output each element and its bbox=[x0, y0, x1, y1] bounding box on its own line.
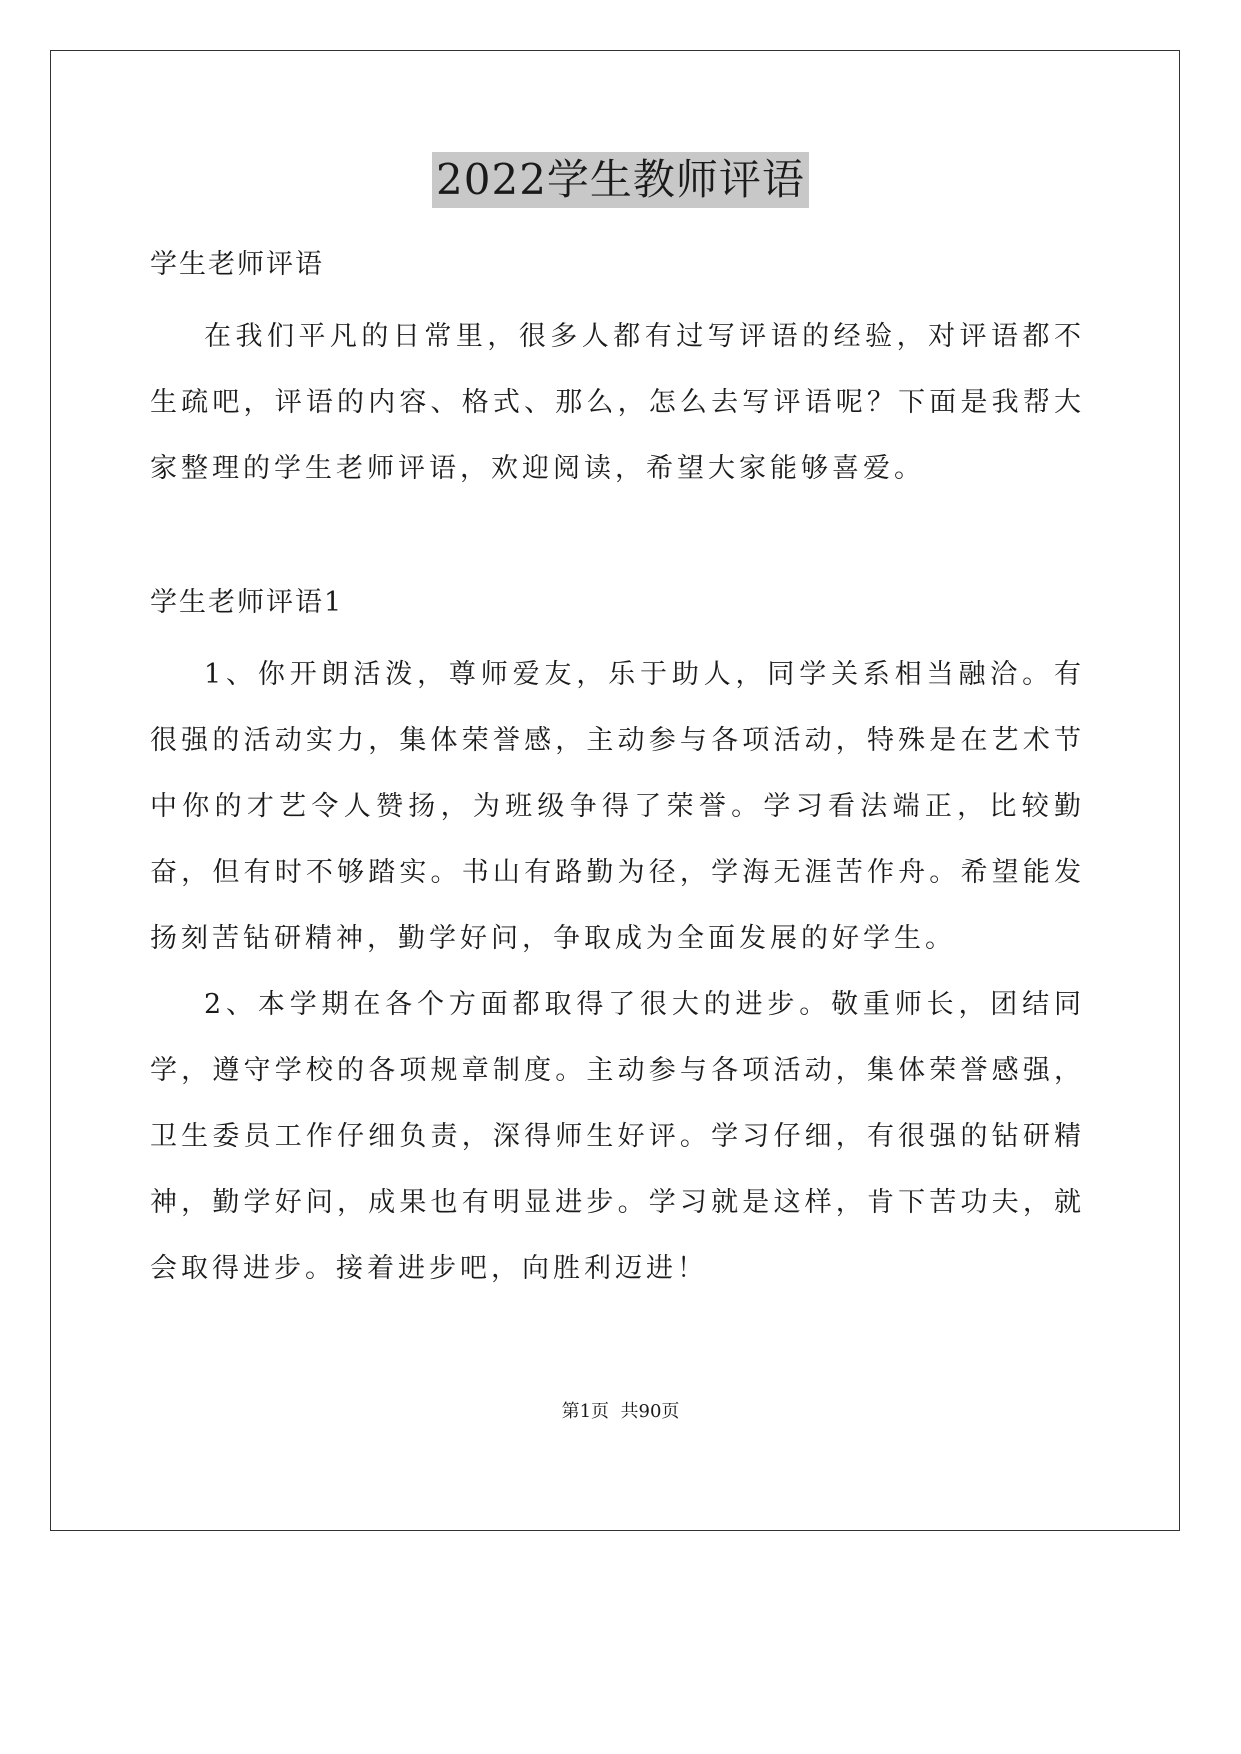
intro-heading: 学生老师评语 bbox=[150, 249, 324, 280]
title-container bbox=[0, 152, 1241, 208]
document-body bbox=[150, 232, 1085, 1302]
comment-item-2: 2、本学期在各个方面都取得了很大的进步。敬重师长，团结同学，遵守学校的各项规章制度。主动参与各项活动，集体荣誉感强，卫生委员工作仔细负责，深得师生好评。学习仔细，有很强的钻研精神，勤学好问，成果也有明显进步。学习就是这样，肯下苦功夫，就会取得进步。接着进步吧，向胜利迈进！ bbox=[150, 989, 1085, 1284]
spacer bbox=[150, 502, 1085, 570]
intro-paragraph: 在我们平凡的日常里，很多人都有过写评语的经验，对评语都不生疏吧，评语的内容、格式、那么，怎么去写评语呢？下面是我帮大家整理的学生老师评语，欢迎阅读，希望大家能够喜爱。 bbox=[150, 321, 1085, 484]
document-title: 2022学生教师评语 bbox=[432, 152, 809, 208]
section-heading: 学生老师评语1 bbox=[150, 587, 344, 618]
page-footer: 第1页 共90页 bbox=[561, 1401, 680, 1422]
comment-item-1: 1、你开朗活泼，尊师爱友，乐于助人，同学关系相当融洽。有很强的活动实力，集体荣誉感，主动参与各项活动，特殊是在艺术节中你的才艺令人赞扬，为班级争得了荣誉。学习看法端正，比较勤奋，但有时不够踏实。书山有路勤为径，学海无涯苦作舟。希望能发扬刻苦钻研精神，勤学好问，争取成为全面发展的好学生。 bbox=[150, 659, 1085, 954]
